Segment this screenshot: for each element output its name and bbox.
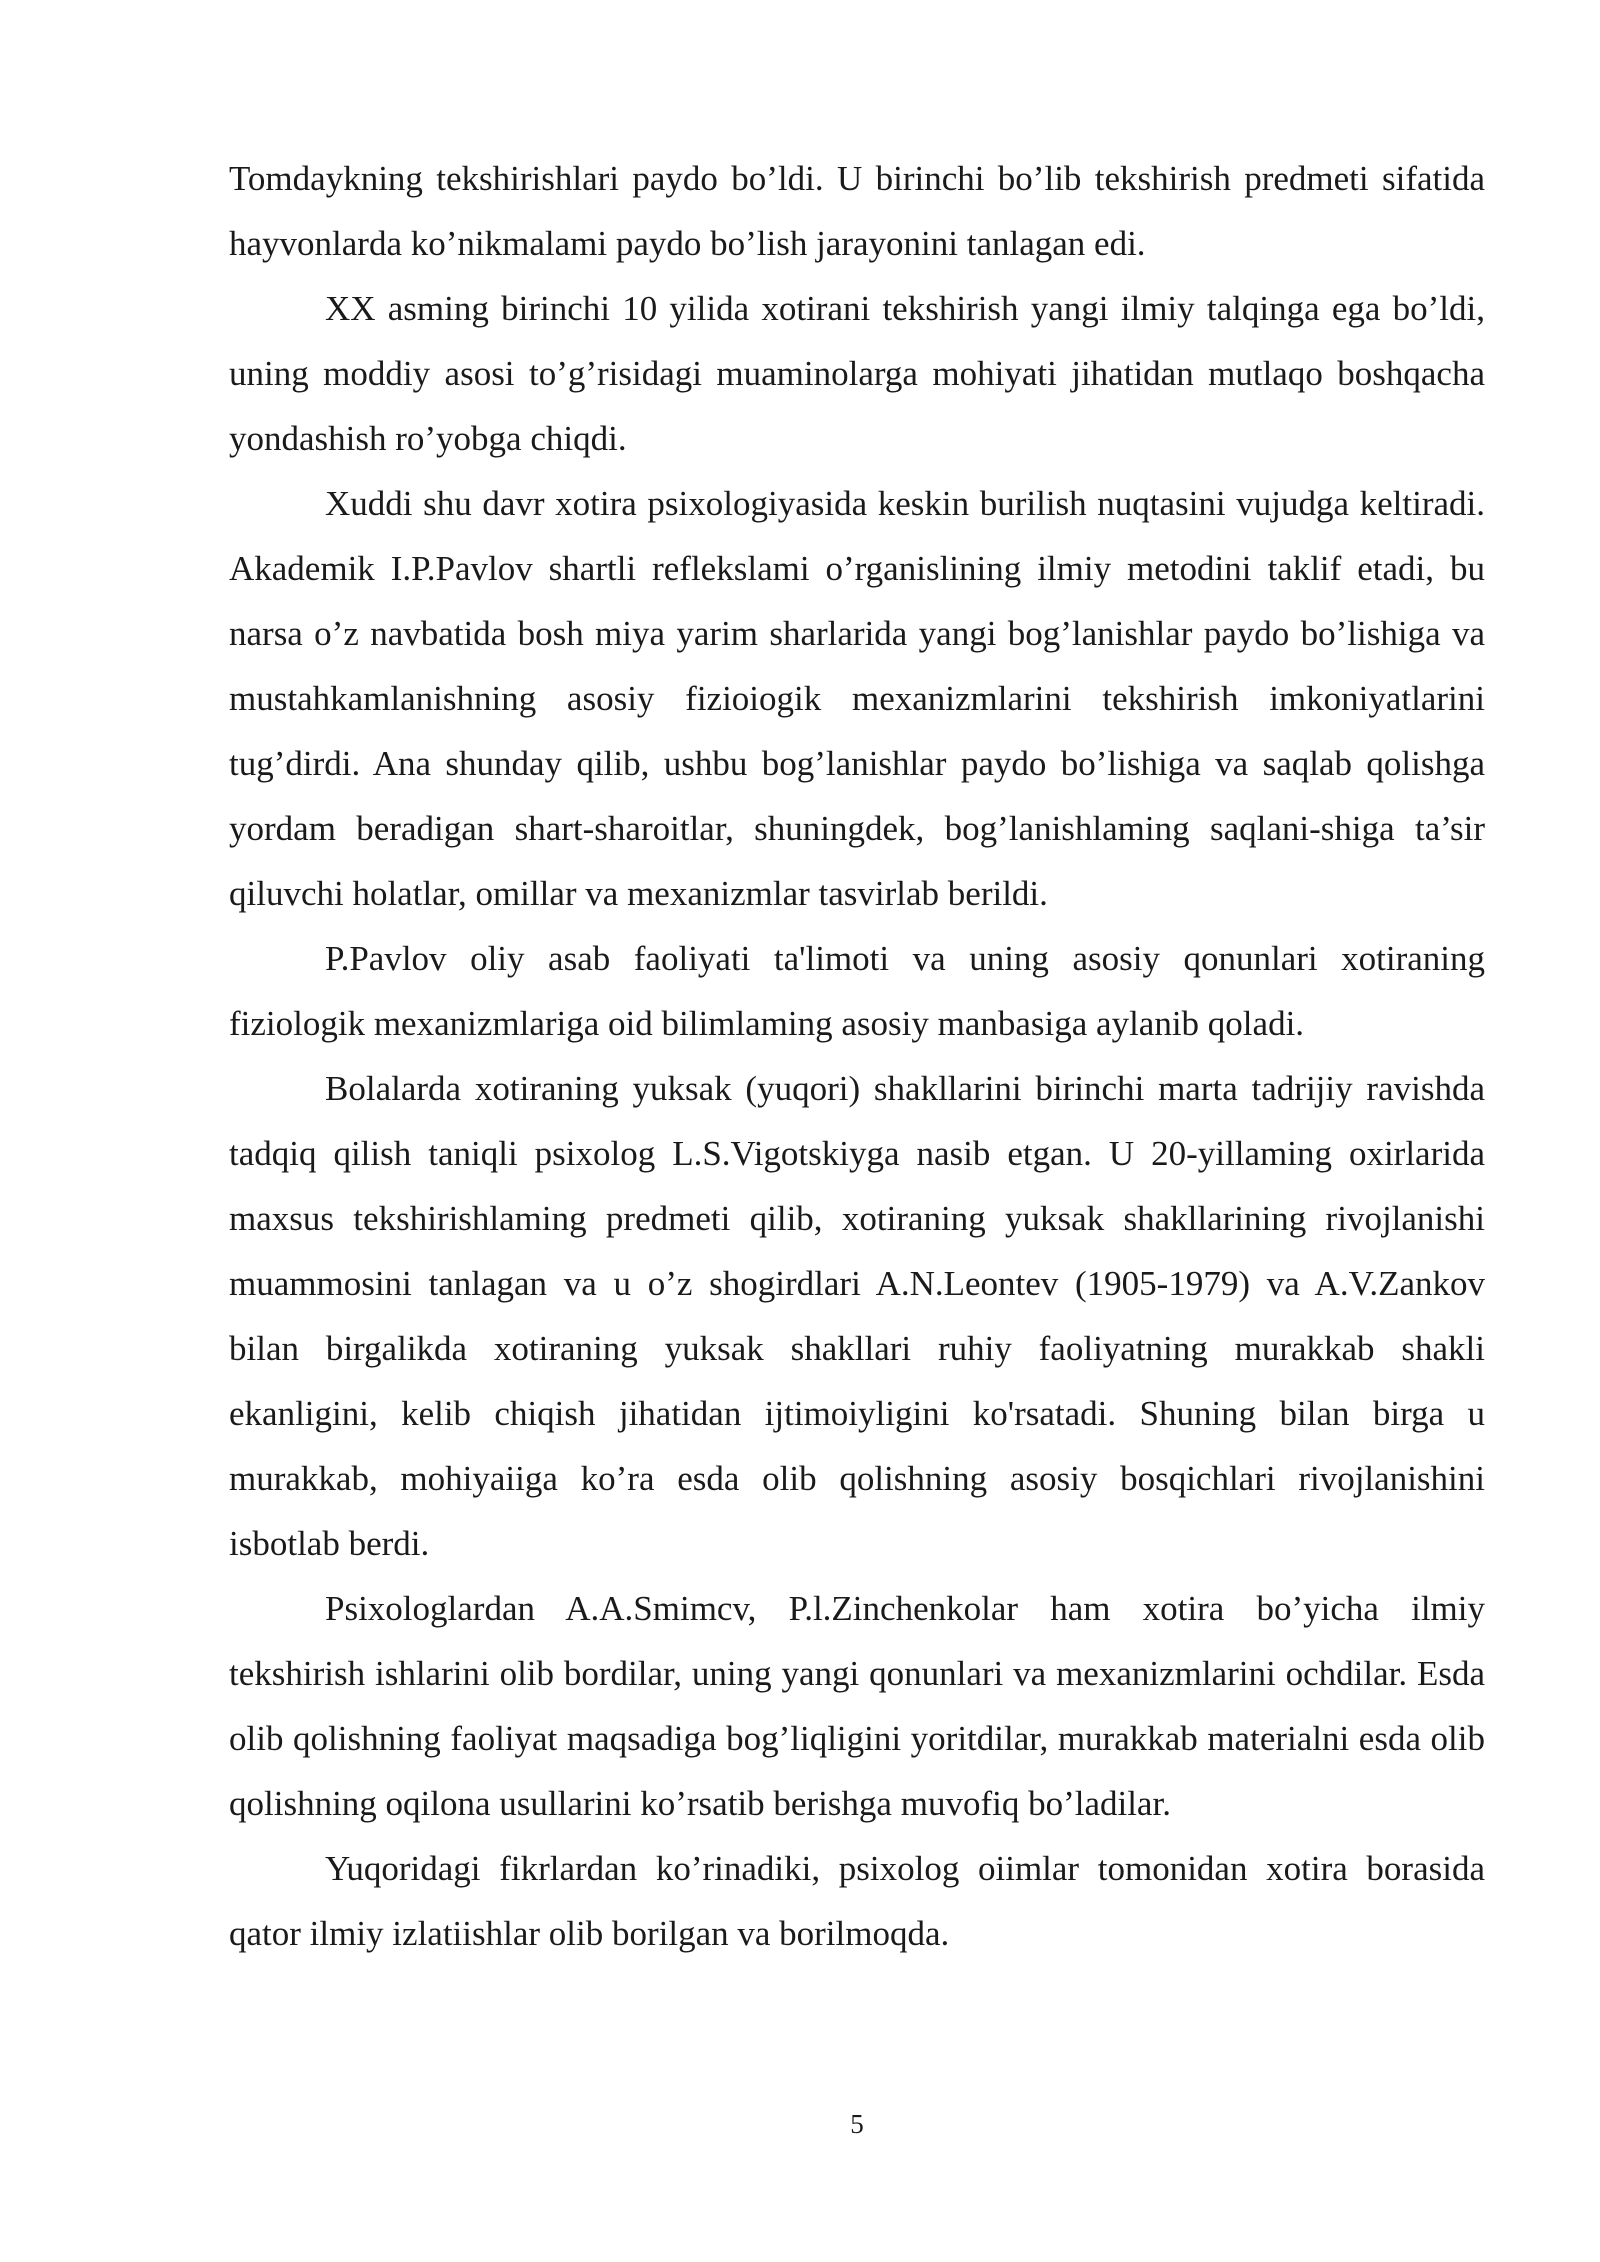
paragraph-3: Xuddi shu davr xotira psixologiyasida keskin burilish nuqtasini vujudga keltiradi. Akademik I.P.Pavlov shartli reflekslami o’rganislining ilmiy metodini taklif etadi, bu narsa o’z navbatida bosh miya yarim sharlarida yangi bog’lanishlar paydo bo’lishiga va mustahkamlanishning asosiy fizioiogik mexanizmlarini tekshirish imkoniyatlarini tug’dirdi. Ana shunday qilib, ushbu bog’lanishlar paydo bo’lishiga va saqlab qolishga yordam beradigan shart-sharoitlar, shuningdek, bog’lanishlaming saqlani-shiga ta’sir qiluvchi holatlar, omillar va mexanizmlar tasvirlab berildi. xyxy=(229,484,1485,913)
paragraph-5: Bolalarda xotiraning yuksak (yuqori) shakllarini birinchi marta tadrijiy ravishda tadqiq qilish taniqli psixolog L.S.Vigotskiyga nasib etgan. U 20-yillaming oxirlarida maxsus tekshirishlaming predmeti qilib, xotiraning yuksak shakllarining rivojlanishi muammosini tanlagan va u o’z shogirdlari A.N.Leontev (1905-1979) va A.V.Zankov bilan birgalikda xotiraning yuksak shakllari ruhiy faoliyatning murakkab shakli ekanligini, kelib chiqish jihatidan ijtimoiyligini ko'rsatadi. Shuning bilan birga u murakkab, mohiyaiiga ko’ra esda olib qolishning asosiy bosqichlari rivojlanishini isbotlab berdi. xyxy=(229,1069,1485,1563)
document-body xyxy=(229,146,1485,1966)
paragraph-4: P.Pavlov oliy asab faoliyati ta'limoti va uning asosiy qonunlari xotiraning fiziologik mexanizmlariga oid bilimlaming asosiy manbasiga aylanib qoladi. xyxy=(229,939,1485,1043)
paragraph-2: XX asming birinchi 10 yilida xotirani tekshirish yangi ilmiy talqinga ega bo’ldi, uning moddiy asosi to’g’risidagi muaminolarga mohiyati jihatidan mutlaqo boshqacha yondashish ro’yobga chiqdi. xyxy=(229,289,1485,458)
paragraph-7: Yuqoridagi fikrlardan ko’rinadiki, psixolog oiimlar tomonidan xotira borasida qator ilmiy izlatiishlar olib borilgan va borilmoqda. xyxy=(229,1849,1485,1953)
paragraph-6: Psixologlardan A.A.Smimcv, P.l.Zinchenkolar ham xotira bo’yicha ilmiy tekshirish ishlarini olib bordilar, uning yangi qonunlari va mexanizmlarini ochdilar. Esda olib qolishning faoliyat maqsadiga bog’liqligini yoritdilar, murakkab materialni esda olib qolishning oqilona usullarini ko’rsatib berishga muvofiq bo’ladilar. xyxy=(229,1589,1485,1823)
page-number: 5 xyxy=(850,2109,864,2139)
paragraph-1: Tomdaykning tekshirishlari paydo bo’ldi. U birinchi bo’lib tekshirish predmeti sifatida hayvonlarda ko’nikmalami paydo bo’lish jarayonini tanlagan edi. xyxy=(229,159,1485,263)
